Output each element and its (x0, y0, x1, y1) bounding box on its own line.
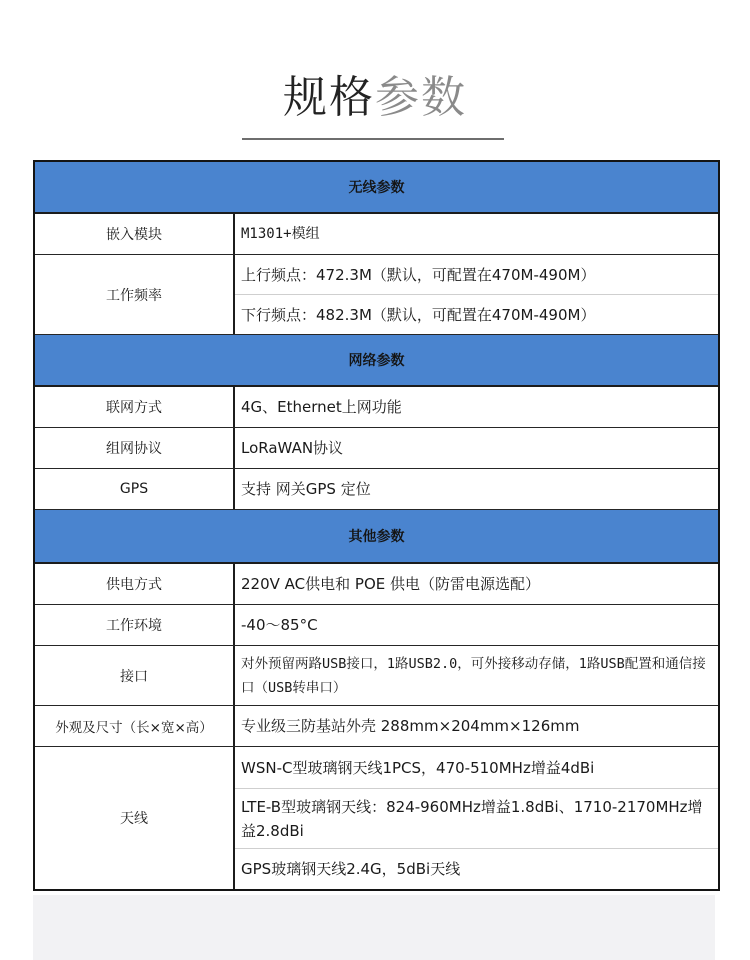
table-row-power (35, 564, 718, 605)
table-row-size (35, 706, 718, 747)
row-label: 组网协议 (35, 428, 235, 468)
row-value-downlink: 下行频点：482.3M（默认，可配置在470M-490M） (235, 294, 718, 334)
row-label: 工作频率 (35, 255, 235, 334)
section-header-wireless: 无线参数 (35, 162, 718, 214)
row-label: 天线 (35, 747, 235, 889)
row-value: 支持 网关GPS 定位 (241, 480, 371, 498)
row-label: 嵌入模块 (35, 214, 235, 254)
section-header-other: 其他参数 (35, 510, 718, 564)
row-value: M1301+模组 (241, 226, 320, 242)
row-value-uplink: 上行频点：472.3M（默认，可配置在470M-490M） (241, 265, 596, 284)
table-row-module (35, 214, 718, 255)
row-value: 对外预留两路USB接口，1路USB2.0，可外接移动存储，1路USB配置和通信接口（USB转串口） (241, 655, 706, 696)
row-label: 供电方式 (35, 564, 235, 604)
table-row-environment (35, 605, 718, 646)
title-underline (242, 138, 504, 140)
row-label: 外观及尺寸（长×宽×高） (35, 706, 235, 746)
table-row-frequency (35, 255, 718, 335)
row-label: GPS (35, 469, 235, 509)
spec-table (33, 160, 720, 891)
row-value-gps-antenna: GPS玻璃钢天线2.4G，5dBi天线 (235, 848, 718, 889)
row-value: 专业级三防基站外壳 288mm×204mm×126mm (241, 717, 580, 735)
row-label: 联网方式 (35, 387, 235, 427)
row-label: 接口 (35, 646, 235, 705)
row-value-lte: LTE-B型玻璃钢天线：824-960MHz增益1.8dBi、1710-2170MHz增益2.8dBi (235, 788, 718, 848)
table-row-network (35, 387, 718, 428)
page-title (0, 70, 750, 126)
row-label: 工作环境 (35, 605, 235, 645)
page-title-part2: 参数 (375, 72, 467, 123)
section-header-network: 网络参数 (35, 335, 718, 387)
table-row-interface (35, 646, 718, 706)
table-row-protocol (35, 428, 718, 469)
row-value: 4G、Ethernet上网功能 (241, 398, 402, 416)
bottom-panel (33, 895, 715, 960)
row-value: -40～85°C (241, 616, 318, 634)
table-row-antenna (35, 747, 718, 889)
row-value: 220V AC供电和 POE 供电（防雷电源选配） (241, 575, 540, 593)
row-value-wsn: WSN-C型玻璃钢天线1PCS，470-510MHz增益4dBi (241, 758, 595, 777)
table-row-gps (35, 469, 718, 510)
page-title-part1: 规格 (283, 72, 375, 123)
row-value: LoRaWAN协议 (241, 439, 344, 457)
